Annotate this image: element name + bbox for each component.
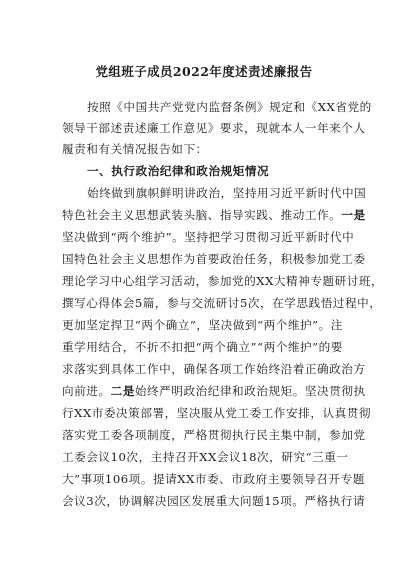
body-line-12: 落实党工委各项制度，严格贯彻执行民主集中制，参加党 [62,428,366,442]
body-line-13: 工委会议10次，主持召开XX会议18次，研究“三重一 [62,450,349,464]
body-text: 特色社会主义思想武装头脑、指导实践、推动工作。 [62,208,342,222]
body-line-5: 理论学习中心组学习活动，参加党的XX大精神专题研讨班， [62,274,384,288]
body-line-14: 大”事项106项。提请XX市委、市政府主要领导召开专题 [62,472,365,486]
intro-line-2: 领导干部述责述廉工作意见》要求，现就本人一年来个人 [62,121,366,135]
body-line-11: 行XX市委决策部署，坚决服从党工委工作安排，认真贯彻 [62,406,372,420]
body-line-1: 始终做到旗帜鲜明讲政治，坚持用习近平新时代中国 [87,186,367,200]
body-line-2 [62,208,366,222]
body-line-3: 坚决做到“两个维护”。坚持把学习贯彻习近平新时代中 [62,230,355,244]
body-line-7: 更加坚定捍卫“两个确立”，坚决做到“两个维护”。注 [62,318,343,332]
body-line-9: 求落实到具体工作中，确保各项工作始终沿着正确政治方 [62,362,366,376]
body-line-8: 重学用结合，不折不扣把“两个确立”“两个维护”的要 [62,340,343,354]
body-line-6: 撰写心得体会5篇，参与交流研讨5次，在学思践悟过程中， [62,296,382,310]
emphasis-second: 二是 [110,384,135,398]
document-title: 党组班子成员2022年度述责述廉报告 [95,64,313,79]
intro-line-3: 履责和有关情况报告如下： [62,142,208,156]
body-text: 向前进。 [62,384,111,398]
body-line-10 [62,384,366,398]
body-text: 始终严明政治纪律和政治规矩。坚决贯彻执 [134,384,366,398]
intro-line-1: 按照《中国共产党党内监督条例》规定和《XX省党的 [87,100,372,114]
section-heading: 一、执行政治纪律和政治规矩情况 [87,164,270,178]
emphasis-first: 一是 [341,208,366,222]
body-line-4: 国特色社会主义思想作为首要政治任务，积极参加党工委 [62,252,366,266]
body-line-15: 会议3次，协调解决园区发展重大问题15项。严格执行请 [62,494,366,508]
